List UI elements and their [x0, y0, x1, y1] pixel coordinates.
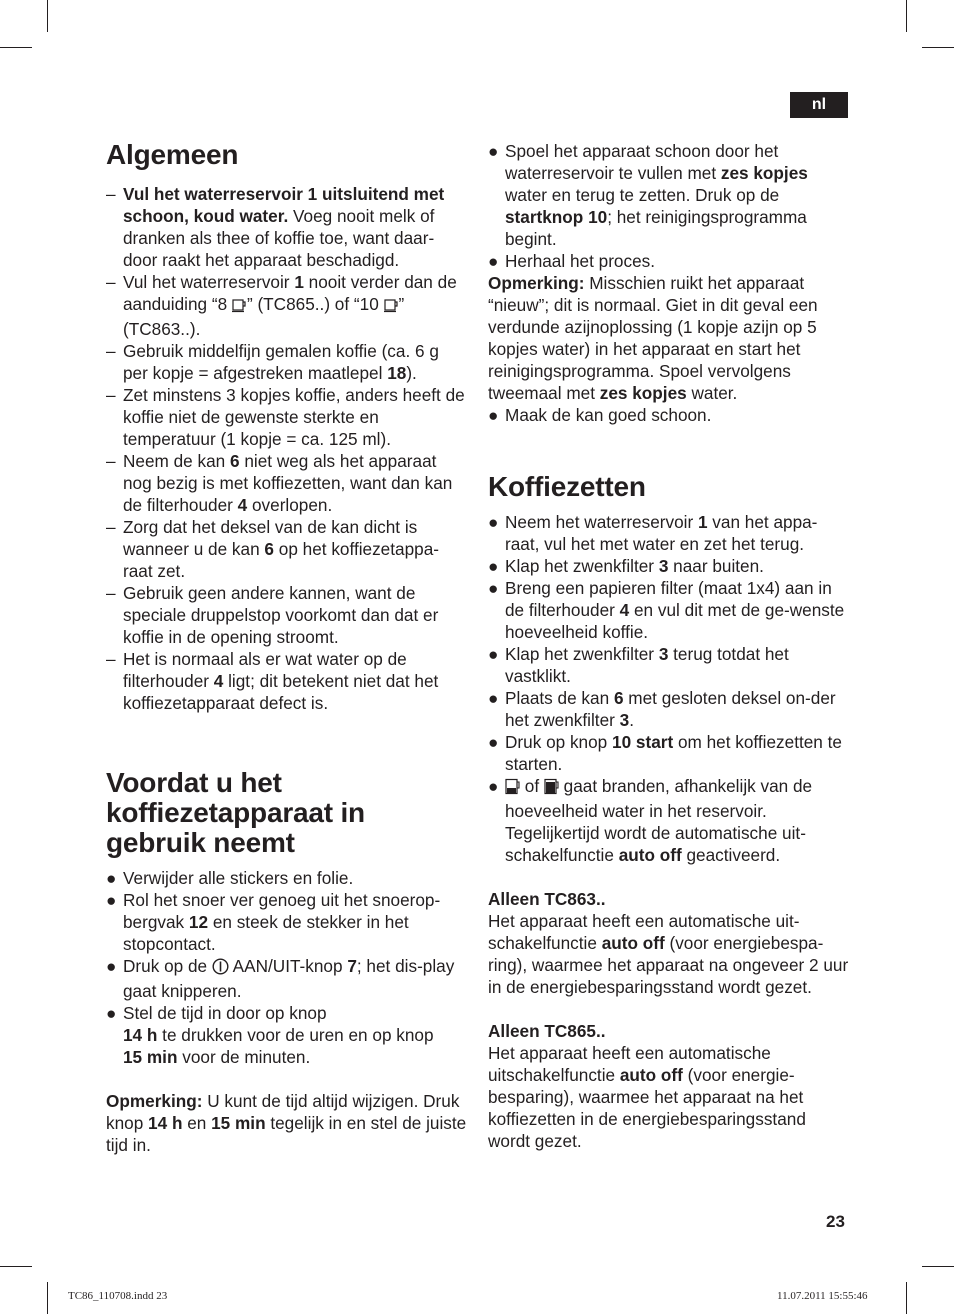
crop-mark [0, 1266, 32, 1267]
list-item: ● Herhaal het proces. [488, 251, 655, 271]
list-item: ● Stel de tijd in door op knop 14 h te drukken voor de uren en op knop 15 min voor de minuten. [106, 1003, 434, 1067]
crop-mark [0, 47, 32, 48]
list-item: ● Breng een papieren filter (maat 1x4) aan in de filterhouder 4 en vul dit met de ge-wenste hoeveelheid koffie. [488, 578, 845, 642]
power-icon [212, 958, 229, 980]
list-item: – Vul het waterreservoir 1 uitsluitend met schoon, koud water. Voeg nooit melk of dranken als thee of koffie toe, want daar-door raakt het apparaat beschadigd. [106, 184, 445, 270]
left-column [106, 140, 468, 1156]
list-item: ● Druk op de AAN/UIT-knop 7; het dis-play gaat knipperen. [106, 956, 455, 1001]
list-item: – Zet minstens 3 kopjes koffie, anders heeft de koffie niet de gewenste sterkte en temperatuur (1 kopje = ca. 125 ml). [106, 385, 465, 449]
koffiezetten-list [488, 511, 850, 866]
crop-mark [922, 1266, 954, 1267]
list-item: ● Plaats de kan 6 met gesloten deksel on-der het zwenkfilter 3. [488, 688, 836, 730]
algemeen-list [106, 183, 468, 714]
spoel-list [488, 140, 850, 272]
paragraph-tc865: Het apparaat heeft een automatische uitschakelfunctie auto off (voor energie-besparing), waarmee het apparaat na het koffiezetten in de energiebesparingsstand wordt gezet. [488, 1043, 806, 1151]
note-paragraph: Opmerking: U kunt de tijd altijd wijzigen. Druk knop 14 h en 15 min tegelijk in en stel de juiste tijd in. [106, 1091, 467, 1155]
section-title-algemeen: Algemeen [106, 139, 239, 170]
list-item: ● Maak de kan goed schoon. [488, 405, 712, 425]
half-jug-icon [505, 778, 520, 800]
list-item: – Het is normaal als er wat water op de filterhouder 4 ligt; dit betekent niet dat het koffiezetapparaat defect is. [106, 649, 439, 713]
right-column [488, 140, 850, 1152]
crop-mark [47, 1282, 48, 1314]
voordat-list [106, 867, 468, 1068]
crop-mark [906, 1282, 907, 1314]
crop-mark [906, 0, 907, 32]
list-item: – Neem de kan 6 niet weg als het apparaat nog bezig is met koffiezetten, want dan kan de filterhouder 4 overlopen. [106, 451, 453, 515]
paragraph-tc863: Het apparaat heeft een automatische uit-schakelfunctie auto off (voor energiebespa-ring), waarmee het apparaat na ongeveer 2 uur in de energiebesparingsstand wordt gezet. [488, 911, 849, 997]
list-item: – Gebruik middelfijn gemalen koffie (ca. 6 g per kopje = afgestreken maatlepel 18). [106, 341, 439, 383]
list-item: ● Klap het zwenkfilter 3 naar buiten. [488, 556, 764, 576]
section-title-koffiezetten: Koffiezetten [488, 471, 646, 502]
list-item: ● Druk op knop 10 start om het koffiezetten te starten. [488, 732, 842, 774]
list-item: ● Verwijder alle stickers en folie. [106, 868, 354, 888]
list-item: – Gebruik geen andere kannen, want de speciale druppelstop voorkomt dan dat er koffie in de opening stroomt. [106, 583, 439, 647]
cup-icon [232, 296, 247, 318]
cup-icon [384, 296, 399, 318]
list-item: ● of gaat branden, afhankelijk van de hoeveelheid water in het reservoir. Tegelijkertijd wordt de automatische uit-schakelfunctie auto off geactiveerd. [488, 776, 813, 865]
list-item: ● Spoel het apparaat schoon door het waterreservoir te vullen met zes kopjes water en terug te zetten. Druk op de startknop 10; het reinigingsprogramma begint. [488, 141, 808, 249]
subheading-tc865: Alleen TC865.. [488, 1021, 606, 1041]
language-tab: nl [790, 92, 848, 118]
list-item: – Vul het waterreservoir 1 nooit verder dan de aanduiding “8 ” (TC865..) of “10 ” (TC863..). [106, 272, 457, 339]
section-title-voordat: Voordat u het koffiezetapparaat in gebruik neemt [106, 767, 365, 858]
list-item: ● Neem het waterreservoir 1 van het appa-raat, vul het met water en zet het terug. [488, 512, 818, 554]
crop-mark [47, 0, 48, 32]
list-item: ● Klap het zwenkfilter 3 terug totdat het vastklikt. [488, 644, 789, 686]
list-item: – Zorg dat het deksel van de kan dicht is wanneer u de kan 6 op het koffiezetappa-raat zet. [106, 517, 439, 581]
subheading-tc863: Alleen TC863.. [488, 889, 606, 909]
slug-date: 11.07.2011 15:55:46 [777, 1290, 868, 1302]
spoel-list-end [488, 404, 850, 426]
slug-file: TC86_110708.indd 23 [68, 1290, 168, 1302]
crop-mark [922, 47, 954, 48]
list-item: ● Rol het snoer ver genoeg uit het snoerop-bergvak 12 en steek de stekker in het stopcontact. [106, 890, 441, 954]
full-jug-icon [544, 778, 559, 800]
note-paragraph: Opmerking: Misschien ruikt het apparaat “nieuw”; dit is normaal. Giet in dit geval een verdunde azijnoplossing (1 kopje azijn op 5 kopjes water) in het apparaat en start het reinigingsprogramma. Spoel vervolgens tweemaal met zes kopjes water. [488, 273, 818, 403]
page-number: 23 [826, 1212, 845, 1231]
